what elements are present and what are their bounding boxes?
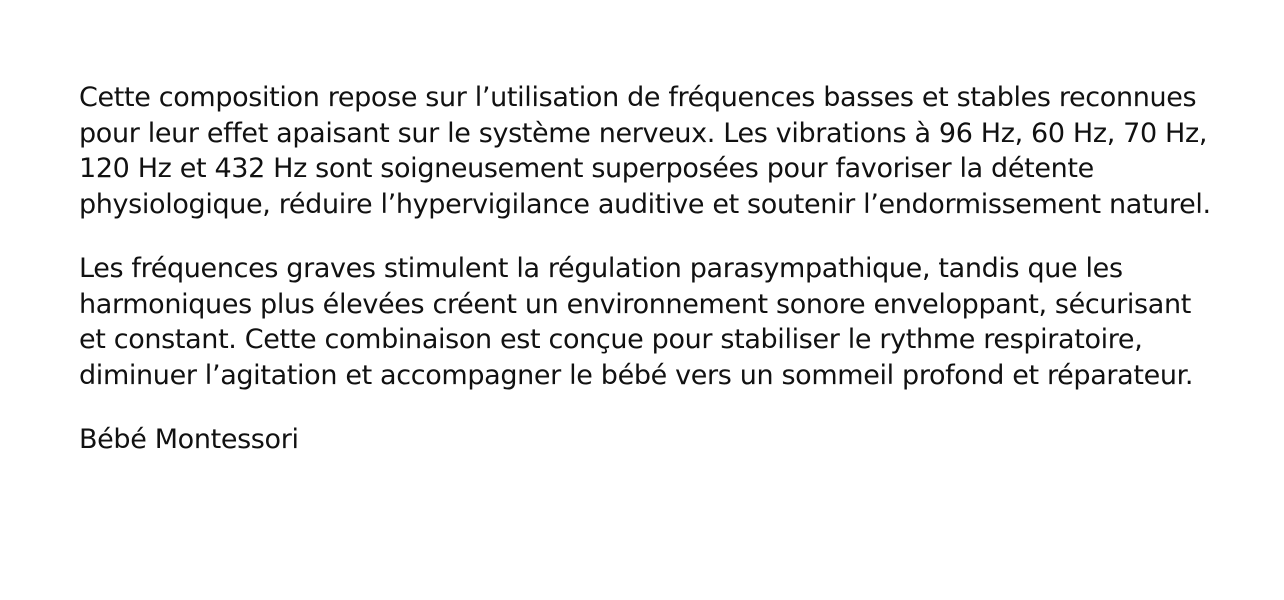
signature: Bébé Montessori bbox=[79, 424, 299, 455]
paragraph-benefits: Les fréquences graves stimulent la régulation parasympathique, tandis que les harmoniques plus élevées créent un environnement sonore enveloppant, sécurisant et constant. Cette combinaison est conçue pour stabiliser le rythme respiratoire, diminuer l’agitation et accompagner le bébé vers un sommeil profond et réparateur. bbox=[79, 253, 1194, 391]
description-text-block bbox=[79, 80, 1219, 458]
paragraph-frequencies: Cette composition repose sur l’utilisation de fréquences basses et stables reconnues pour leur effet apaisant sur le système nerveux. Les vibrations à 96 Hz, 60 Hz, 70 Hz, 120 Hz et 432 Hz sont soigneusement superposées pour favoriser la détente physiologique, réduire l’hypervigilance auditive et soutenir l’endormissement naturel. bbox=[79, 82, 1211, 220]
